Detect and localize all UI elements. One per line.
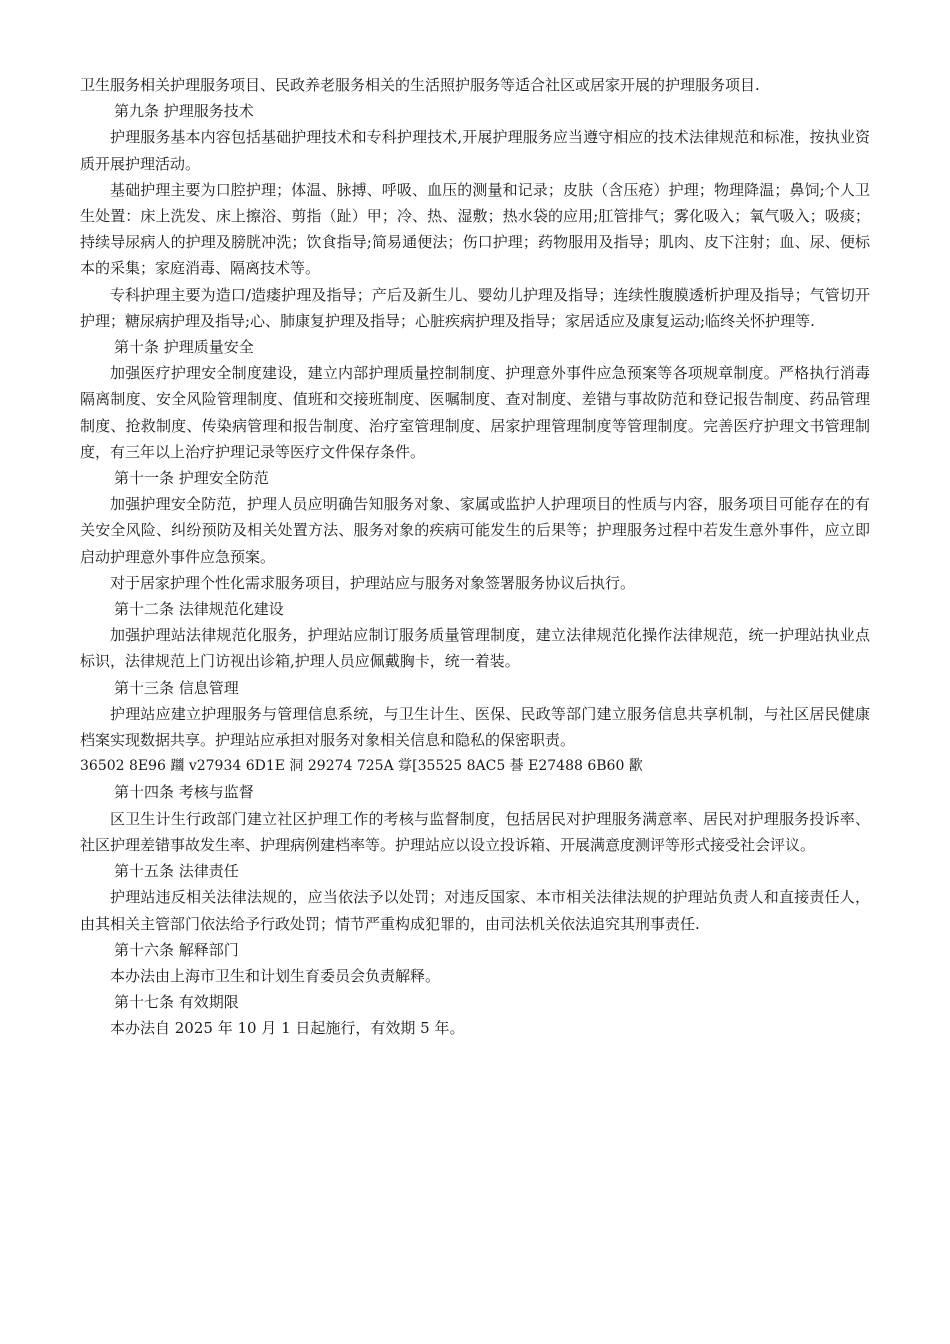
article-heading-17: 第十七条 有效期限 [114, 993, 239, 1012]
paragraph: 专科护理主要为造口/造瘘护理及指导；产后及新生儿、婴幼儿护理及指导；连续性腹膜透析护理及指导；气管切开护理；糖尿病护理及指导;心、肺康复护理及指导；心脏疾病护理及指导；家居适应及康复运动;临终关怀护理等. [80, 285, 870, 330]
article-heading-9: 第九条 护理服务技术 [114, 102, 254, 121]
paragraph-continuation: 卫生服务相关护理服务项目、民政养老服务相关的生活照护服务等适合社区或居家开展的护理服务项目. [80, 76, 760, 94]
paragraph: 本办法自 2025 年 10 月 1 日起施行，有效期 5 年。 [110, 1019, 465, 1038]
paragraph: 基础护理主要为口腔护理；体温、脉搏、呼吸、血压的测量和记录；皮肤（含压疮）护理；物理降温；鼻饲;个人卫生处置：床上洗发、床上擦浴、剪指（趾）甲；冷、热、湿敷；热水袋的应用;肛管排气；雾化吸入；氧气吸入；吸痰；持续导尿病人的护理及膀胱冲洗；饮食指导;简易通便法；伤口护理；药物服用及指导；肌肉、皮下注射；血、尿、便标本的采集；家庭消毒、隔离技术等。 [80, 180, 870, 278]
article-heading-11: 第十一条 护理安全防范 [114, 469, 269, 488]
paragraph: 加强医疗护理安全制度建设，建立内部护理质量控制制度、护理意外事件应急预案等各项规章制度。严格执行消毒隔离制度、安全风险管理制度、值班和交接班制度、医嘱制度、查对制度、差错与事故防范和登记报告制度、药品管理制度、抢救制度、传染病管理和报告制度、治疗室管理制度、居家护理管理制度等管理制度。完善医疗护理文书管理制度，有三年以上治疗护理记录等医疗文件保存条件。 [80, 364, 870, 461]
paragraph: 护理服务基本内容包括基础护理技术和专科护理技术,开展护理服务应当遵守相应的技术法律规范和标准，按执业资质开展护理活动。 [80, 128, 870, 173]
article-heading-12: 第十二条 法律规范化建设 [114, 600, 284, 619]
article-heading-16: 第十六条 解释部门 [114, 940, 239, 959]
paragraph: 护理站违反相关法律法规的，应当依法予以处罚；对违反国家、本市相关法律法规的护理站负责人和直接责任人，由其相关主管部门依法给予行政处罚；情节严重构成犯罪的，由司法机关依法追究其刑事责任. [80, 888, 870, 933]
paragraph: 区卫生计生行政部门建立社区护理工作的考核与监督制度，包括居民对护理服务满意率、居民对护理服务投诉率、社区护理差错事故发生率、护理病例建档率等。护理站应以设立投诉箱、开展满意度测评等形式接受社会评议。 [80, 809, 870, 854]
article-heading-15: 第十五条 法律责任 [114, 862, 239, 881]
paragraph: 护理站应建立护理服务与管理信息系统，与卫生计生、医保、民政等部门建立服务信息共享机制，与社区居民健康档案实现数据共享。护理站应承担对服务对象相关信息和隐私的保密职责。 [80, 704, 870, 750]
document-page [80, 72, 870, 1042]
article-heading-13: 第十三条 信息管理 [114, 678, 239, 697]
article-heading-10: 第十条 护理质量安全 [114, 338, 254, 357]
paragraph: 对于居家护理个性化需求服务项目，护理站应与服务对象签署服务协议后执行。 [110, 573, 636, 592]
paragraph: 加强护理站法律规范化服务，护理站应制订服务质量管理制度，建立法律规范化操作法律规范，统一护理站执业点标识，法律规范上门访视出诊箱,护理人员应佩戴胸卡，统一着装。 [80, 626, 870, 671]
paragraph: 本办法由上海市卫生和计划生育委员会负责解释。 [110, 966, 441, 985]
article-heading-14: 第十四条 考核与监督 [114, 783, 254, 802]
paragraph: 加强护理安全防范，护理人员应明确告知服务对象、家属或监护人护理项目的性质与内容，服务项目可能存在的有关安全风险、纠纷预防及相关处置方法、服务对象的疾病可能发生的后果等；护理服务过程中若发生意外事件，应立即启动护理意外事件应急预案。 [80, 495, 870, 566]
character-code-line: 36502 8E96 躖 v27934 6D1E 洞 29274 725A 牚[35525 8AC5 諅 E27488 6B60 歠 [80, 758, 643, 775]
